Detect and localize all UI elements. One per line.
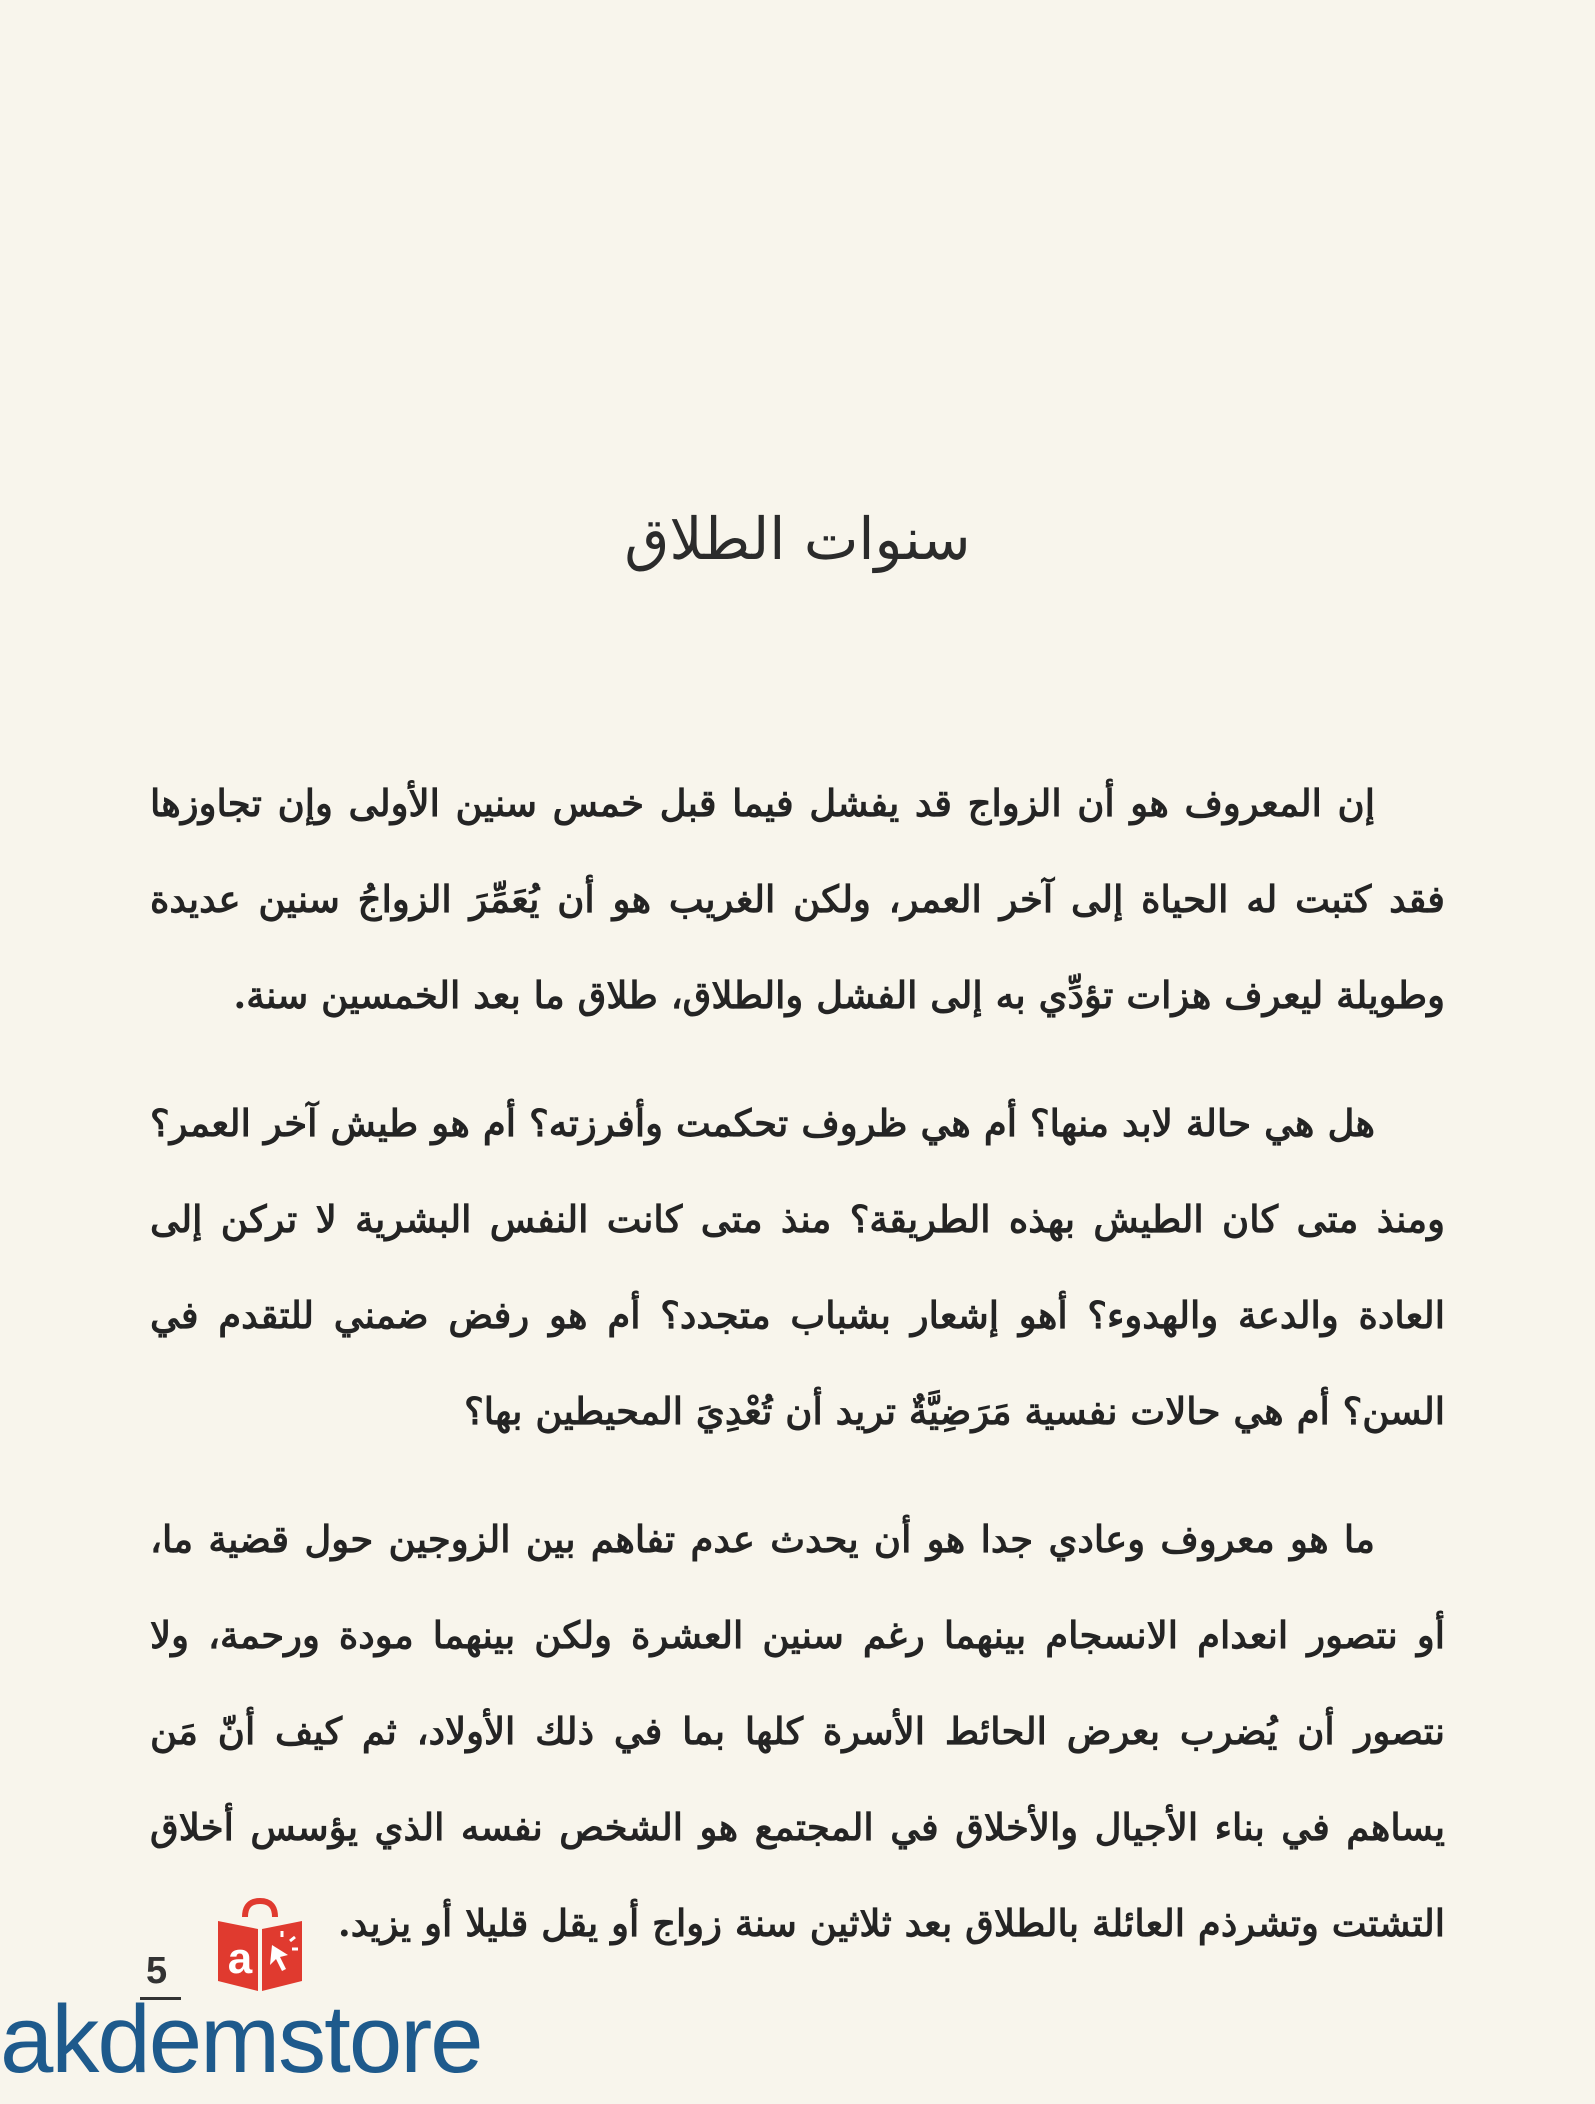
store-badge-icon	[210, 1895, 310, 1995]
page-number: 5	[140, 1950, 181, 2000]
badge-letter: a	[227, 1934, 253, 1983]
page-title: سنوات الطلاق	[624, 505, 971, 573]
store-logo-rest: kdemstore	[51, 1986, 482, 2093]
paragraph-1: إن المعروف هو أن الزواج قد يفشل فيما قبل خمس سنين الأولى وإن تجاوزها فقد كتبت له الحياة إلى آخر العمر، ولكن الغريب هو أن يُعَمِّرَ الزواجُ سنين عديدة وطويلة ليعرف هزات تؤدِّي به إلى الفشل والطلاق، طلاق ما بعد الخمسين سنة.	[150, 781, 1445, 1017]
store-logo-text	[0, 1986, 482, 2093]
paragraph-2: هل هي حالة لابد منها؟ أم هي ظروف تحكمت وأفرزته؟ أم هو طيش آخر العمر؟ ومنذ متى كان الطيش بهذه الطريقة؟ منذ متى كانت النفس البشرية لا تركن إلى العادة والدعة والهدوء؟ أهو إشعار بشباب متجدد؟ أم هو رفض ضمني للتقدم في السن؟ أم هي حالات نفسية مَرَضِيَّةٌ تريد أن تُعْدِيَ المحيطين بها؟	[150, 1101, 1445, 1433]
paragraph-3: ما هو معروف وعادي جدا هو أن يحدث عدم تفاهم بين الزوجين حول قضية ما، أو نتصور انعدام الانسجام بينهما رغم سنين العشرة ولكن بينهما مودة ورحمة، ولا نتصور أن يُضرب بعرض الحائط الأسرة كلها بما في ذلك الأولاد، ثم كيف أنّ مَن يساهم في بناء الأجيال والأخلاق في المجتمع هو الشخص نفسه الذي يؤسس أخلاق التشتت وتشرذم العائلة بالطلاق بعد ثلاثين سنة زواج أو يقل قليلا أو يزيد.	[150, 1517, 1445, 1945]
store-logo-initial: a	[0, 1986, 52, 2093]
body-text	[150, 755, 1445, 2003]
